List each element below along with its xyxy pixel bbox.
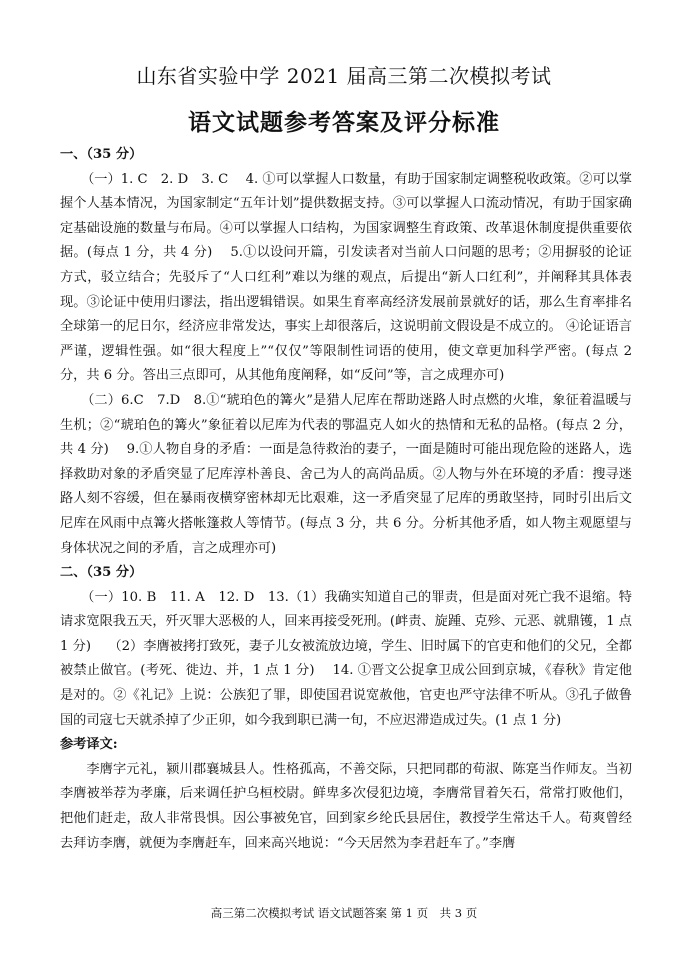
reference-translation-text: 李膺字元礼，颍川郡襄城县人。性格孤高，不善交际，只把同郡的荀淑、陈寔当作师友。当初李膺被举荐为孝廉，后来调任护乌桓校尉。鲜卑多次侵犯边境，李膺常冒着矢石，常常打败他们，把他们赶走，敌人非常畏惧。因公事被免官，回到家乡纶氏县居住，教授学生常达千人。荀爽曾经去拜访李膺，就便为李膺赶车，回来高兴地说：“今天居然为李君赶车了。”李膺	[60, 761, 632, 851]
section-1-part-2: （二）6.C 7.D 8.①“琥珀色的篝火”是猎人尼库在帮助迷路人时点燃的火堆，象征着温暖与生机；②“琥珀色的篝火”象征着以尼库为代表的鄂温克人如火的热情和无私的品格。(每点 2 分，共 4 分) 9.①人物自身的矛盾：一面是急待救治的妻子，一面是随时可能出现危险的迷路人，选择救助对象的矛盾突显了尼库淳朴善良、舍己为人的高尚品质。②人物与外在环境的矛盾：搜寻迷路人刻不容缓，但在暴雨夜横穿密林却无比艰难，这一矛盾突显了尼库的勇敢坚持，同时引出后文尼库在风雨中点篝火搭帐篷救人等情节。(每点 3 分，共 6 分。分析其他矛盾，如人物主观愿望与身体状况之间的矛盾，言之成理亦可)	[60, 392, 632, 556]
exam-title: 山东省实验中学 2021 届高三第二次模拟考试	[136, 64, 552, 88]
section-2-heading: 二、（35 分）	[60, 565, 143, 581]
section-2-part-1: （一）10. B 11. A 12. D 13.（1）我确实知道自己的罪责，但是面对死亡我不退缩。特请求宽限我五天，歼灭罪大恶极的人，回来再接受死刑。(衅责、旋踵、克殄、元恶、就鼎镬，1 点 1 分) （2）李膺被拷打致死，妻子儿女被流放边境，学生、旧时属下的官吏和他们的父兄，全都被禁止做官。(考死、徙边、并，1 点 1 分) 14. ①晋文公捉拿卫成公回到京城，《春秋》肯定他是对的。②《礼记》上说：公族犯了罪，即使国君说宽赦他，官吏也严守法律不听从。③孔子做鲁国的司寇七天就杀掉了少正卯，如今我到职已满一旬，不应迟滞造成过失。(1 点 1 分)	[60, 589, 632, 728]
page-footer: 高三第二次模拟考试 语文试题答案 第 1 页 共 3 页	[210, 906, 478, 920]
answer-key-title: 语文试题参考答案及评分标准	[188, 109, 500, 136]
section-1-part-1: （一）1. C 2. D 3. C 4. ①可以掌握人口数量，有助于国家制定调整税收政策。②可以掌握个人基本情况，为国家制定“五年计划”提供数据支持。③可以掌握人口流动情况，有助于国家确定基础设施的数量与布局。④可以掌握人口结构，为国家调整生育政策、改革退休制度提供重要依据。(每点 1 分，共 4 分) 5.①以设问开篇，引发读者对当前人口问题的思考；②用摒驳的论证方式，驳立结合；先驳斥了“人口红利”难以为继的观点，后提出“新人口红利”，并阐释其具体表现。③论证中使用归谬法，指出逻辑错误。如果生育率高经济发展前景就好的话，那么生育率排名全球第一的尼日尔，经济应非常发达，事实上却很落后，这说明前文假设是不成立的。 ④论证语言严谨，逻辑性强。如“很大程度上”“仅仅”等限制性词语的使用，使文章更加科学严密。(每点 2 分，共 6 分。答出三点即可，从其他角度阐释，如“反问”等，言之成理亦可)	[60, 171, 632, 384]
section-1-heading: 一、（35 分）	[60, 147, 143, 162]
reference-translation-heading: 参考译文:	[60, 737, 118, 753]
document-body	[60, 143, 632, 856]
